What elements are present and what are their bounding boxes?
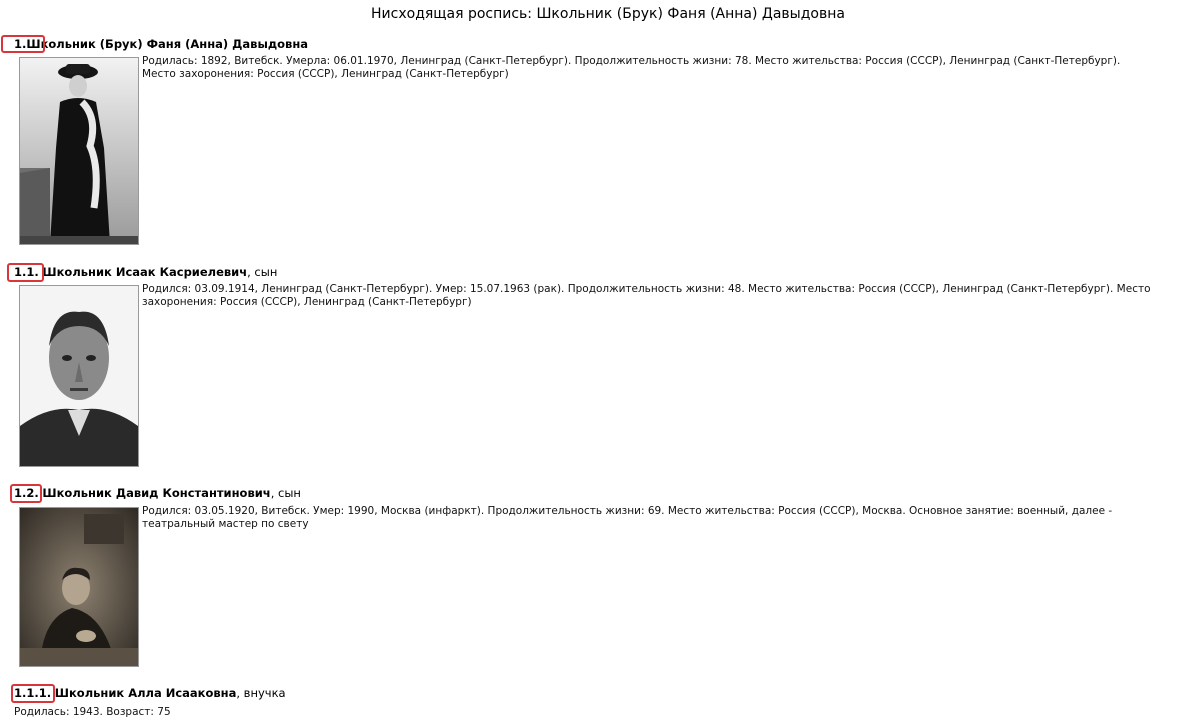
descendant-entry [14,265,277,280]
woman-portrait-photo[interactable] [19,57,139,245]
entry-number: 1. [14,37,27,51]
entry-person-name[interactable]: Школьник Исаак Касриелевич [42,265,248,279]
entry-person-name[interactable]: Школьник Давид Константинович [42,486,271,500]
man-portrait-photo[interactable] [19,285,139,467]
descendant-entry [14,486,301,501]
entry-relation: , сын [270,486,301,500]
descendant-entry [14,37,308,52]
entry-relation: , внучка [236,686,286,700]
entry-header [14,686,286,701]
entry-person-name[interactable]: Школьник Алла Исааковна [54,686,237,700]
entry-header [14,265,277,280]
man-seated-photo[interactable] [19,507,139,667]
entry-number: 1.1. [14,265,39,279]
entry-number: 1.1.1. [14,686,52,700]
entry-details: Родился: 03.05.1920, Витебск. Умер: 1990, Москва (инфаркт). Продолжительность жизни: 69. Место жительства: Россия (СССР), Москва. Основное занятие: военный, далее - театральный мастер по свету [142,505,1113,530]
entry-person-name[interactable]: Школьник (Брук) Фаня (Анна) Давыдовна [26,37,309,51]
entry-details: Родилась: 1943. Возраст: 75 [14,706,171,718]
entry-relation: , сын [247,265,278,279]
entry-details: Родился: 03.09.1914, Ленинград (Санкт-Петербург). Умер: 15.07.1963 (рак). Продолжительность жизни: 48. Место жительства: Россия (СССР), Ленинград (Санкт-Петербург). Место захоронения: Россия (СССР), Ленинград (Санкт-Петербург) [142,283,1151,308]
entry-details: Родилась: 1892, Витебск. Умерла: 06.01.1970, Ленинград (Санкт-Петербург). Продолжительность жизни: 78. Место жительства: Россия (СССР), Ленинград (Санкт-Петербург). Место захоронения: Россия (СССР), Ленинград (Санкт-Петербург) [142,55,1121,80]
entry-number: 1.2. [14,486,39,500]
page-title: Нисходящая роспись: Школьник (Брук) Фаня (Анна) Давыдовна [371,6,845,22]
descendant-entry [14,686,286,701]
entry-header [14,486,301,501]
entry-header [14,37,308,52]
